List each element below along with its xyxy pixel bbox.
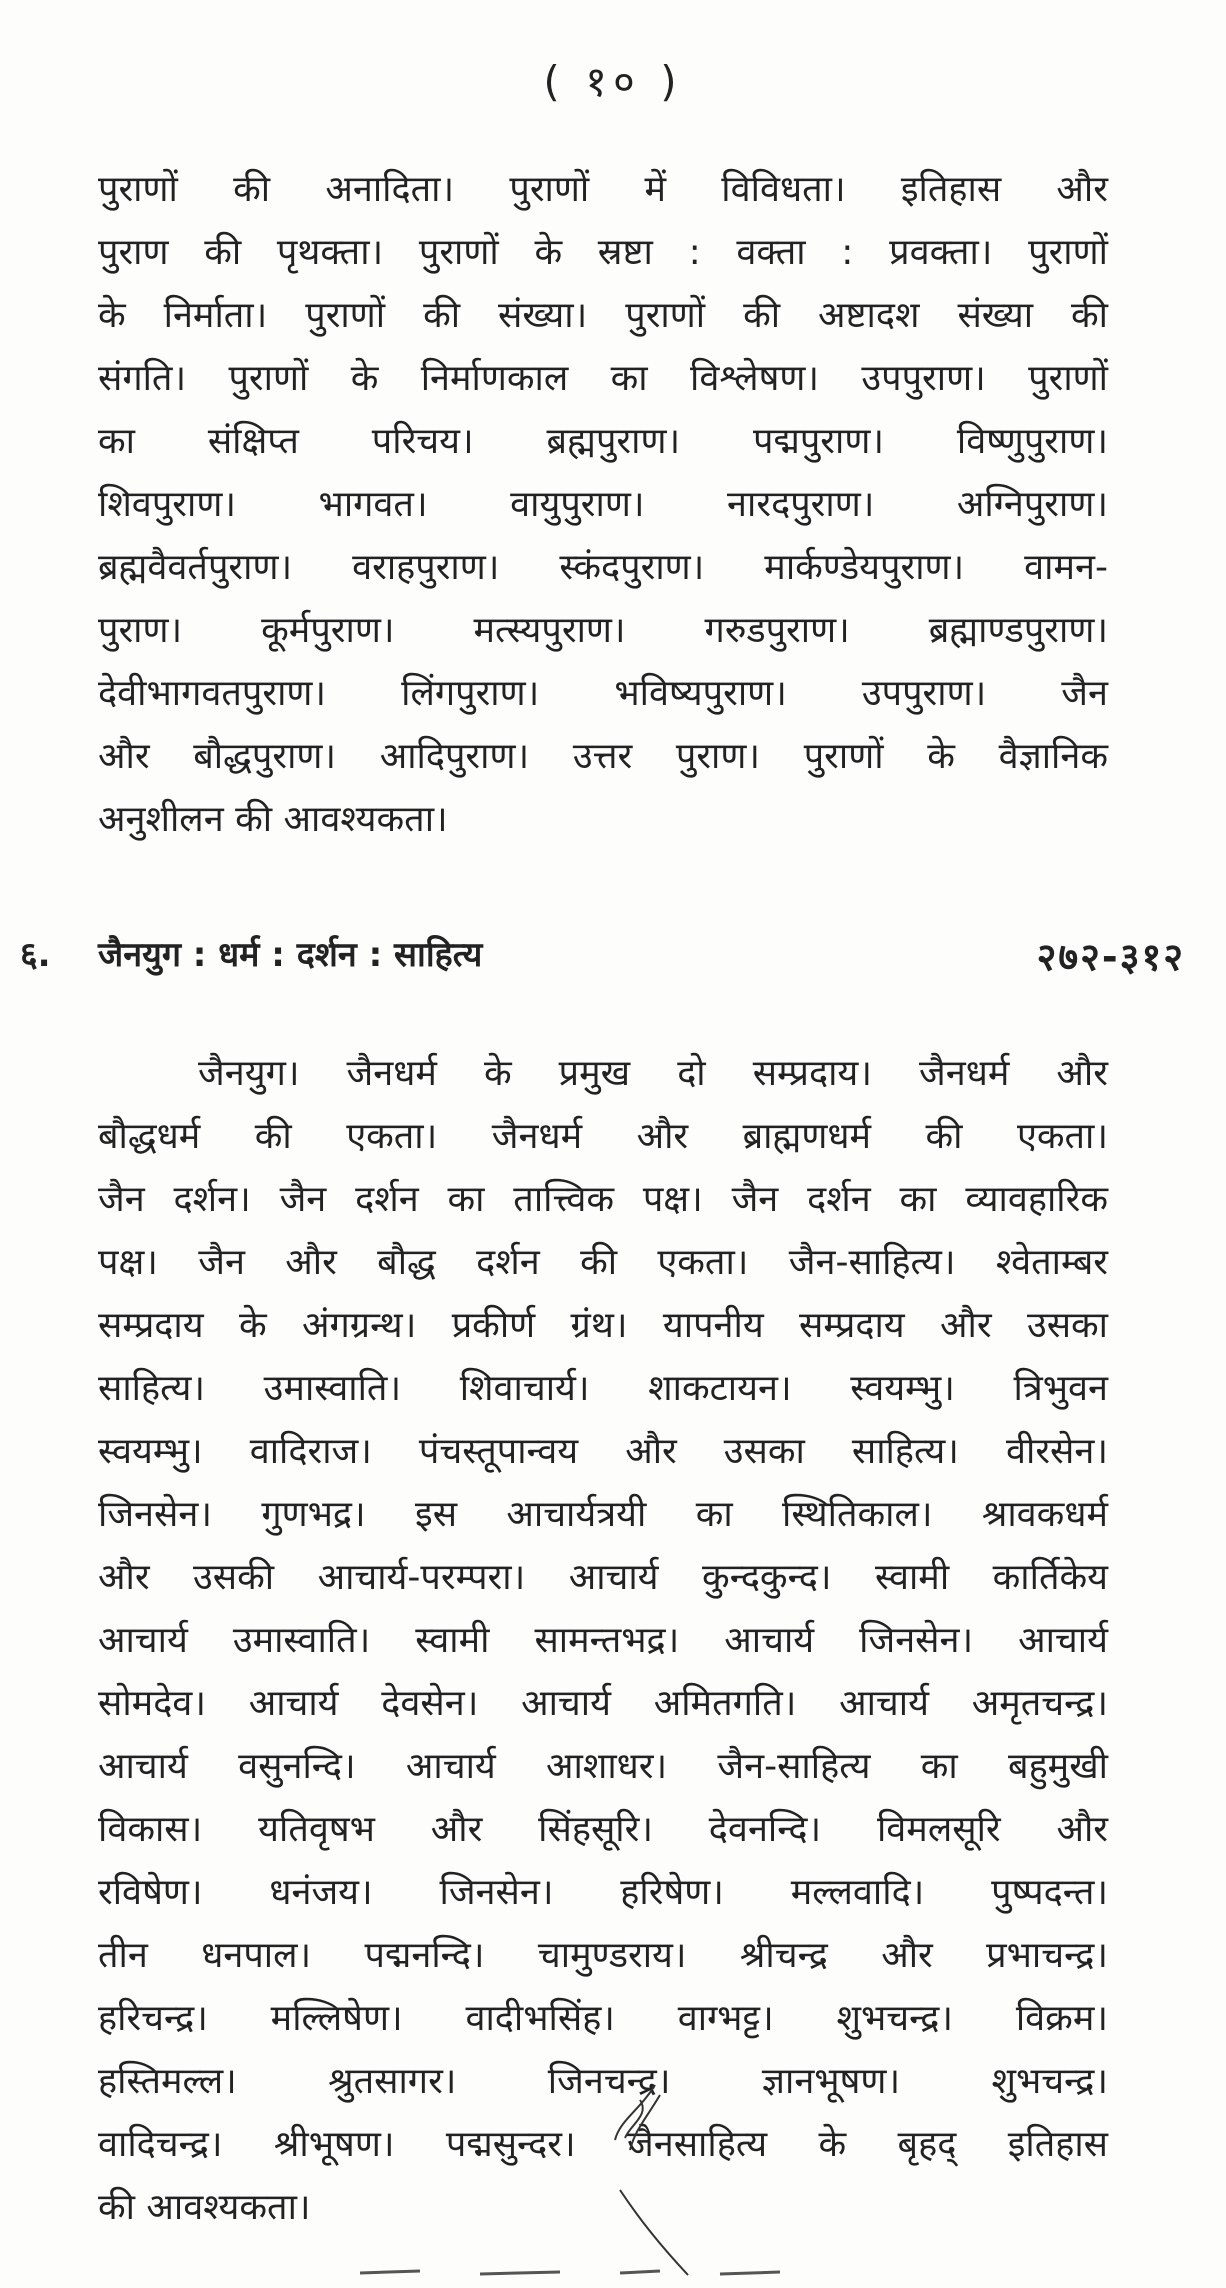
text-line: साहित्य। उमास्वाति। शिवाचार्य। शाकटायन। स्वयम्भु। त्रिभुवन xyxy=(98,1368,1108,1409)
text-line: अनुशीलन की आवश्यकता। xyxy=(98,799,448,840)
section-page-range: २७२-३१२ xyxy=(1036,935,1185,979)
text-line: पुराणों की अनादिता। पुराणों में विविधता। इतिहास और xyxy=(98,169,1108,210)
section-title: जैनयुग : धर्म : दर्शन : साहित्य xyxy=(98,935,483,975)
section-number: ६. xyxy=(20,935,51,975)
section-heading xyxy=(20,930,1185,990)
text-line: पुराण की पृथक्ता। पुराणों के स्रष्टा : वक्ता : प्रवक्ता। पुराणों xyxy=(98,232,1108,273)
text-line: ब्रह्मवैवर्तपुराण। वराहपुराण। स्कंदपुराण। मार्कण्डेयपुराण। वामन- xyxy=(98,547,1108,588)
text-line: हस्तिमल्ल। श्रुतसागर। जिनचन्द्र। ज्ञानभूषण। शुभचन्द्र। xyxy=(98,2061,1108,2102)
text-line: तीन धनपाल। पद्मनन्दि। चामुण्डराय। श्रीचन्द्र और प्रभाचन्द्र। xyxy=(98,1935,1108,1976)
pen-scribble-mark xyxy=(600,2080,710,2280)
text-line: देवीभागवतपुराण। लिंगपुराण। भविष्यपुराण। उपपुराण। जैन xyxy=(98,673,1108,714)
text-line: और बौद्धपुराण। आदिपुराण। उत्तर पुराण। पुराणों के वैज्ञानिक xyxy=(98,736,1108,777)
text-line: जैनयुग। जैनधर्म के प्रमुख दो सम्प्रदाय। जैनधर्म और xyxy=(198,1053,1108,1094)
text-line: सोमदेव। आचार्य देवसेन। आचार्य अमितगति। आचार्य अमृतचन्द्र। xyxy=(98,1683,1108,1724)
text-line: पुराण। कूर्मपुराण। मत्स्यपुराण। गरुडपुराण। ब्रह्माण्डपुराण। xyxy=(98,610,1108,651)
bottom-edge-mark xyxy=(360,2265,780,2279)
text-line: शिवपुराण। भागवत। वायुपुराण। नारदपुराण। अग्निपुराण। xyxy=(98,484,1108,525)
text-line: पक्ष। जैन और बौद्ध दर्शन की एकता। जैन-साहित्य। श्वेताम्बर xyxy=(98,1242,1108,1283)
jain-contents-paragraph xyxy=(98,1042,1108,2239)
puranas-contents-paragraph xyxy=(98,158,1108,851)
text-line: स्वयम्भु। वादिराज। पंचस्तूपान्वय और उसका साहित्य। वीरसेन। xyxy=(98,1431,1108,1472)
text-line: रविषेण। धनंजय। जिनसेन। हरिषेण। मल्लवादि। पुष्पदन्त। xyxy=(98,1872,1108,1913)
text-line: आचार्य उमास्वाति। स्वामी सामन्तभद्र। आचार्य जिनसेन। आचार्य xyxy=(98,1620,1108,1661)
text-line: के निर्माता। पुराणों की संख्या। पुराणों की अष्टादश संख्या की xyxy=(98,295,1108,336)
text-line: विकास। यतिवृषभ और सिंहसूरि। देवनन्दि। विमलसूरि और xyxy=(98,1809,1108,1850)
text-line: की आवश्यकता। xyxy=(98,2187,311,2228)
text-line: सम्प्रदाय के अंगग्रन्थ। प्रकीर्ण ग्रंथ। यापनीय सम्प्रदाय और उसका xyxy=(98,1305,1108,1346)
text-line: का संक्षिप्त परिचय। ब्रह्मपुराण। पद्मपुराण। विष्णुपुराण। xyxy=(98,421,1108,462)
text-line: जिनसेन। गुणभद्र। इस आचार्यत्रयी का स्थितिकाल। श्रावकधर्म xyxy=(98,1494,1108,1535)
text-line: हरिचन्द्र। मल्लिषेण। वादीभसिंह। वाग्भट्ट। शुभचन्द्र। विक्रम। xyxy=(98,1998,1108,2039)
text-line: संगति। पुराणों के निर्माणकाल का विश्लेषण। उपपुराण। पुराणों xyxy=(98,358,1108,399)
text-line: वादिचन्द्र। श्रीभूषण। पद्मसुन्दर। जैनसाहित्य के बृहद् इतिहास xyxy=(98,2124,1108,2165)
text-line: बौद्धधर्म की एकता। जैनधर्म और ब्राह्मणधर्म की एकता। xyxy=(98,1116,1108,1157)
page-number: ( १० ) xyxy=(543,57,683,106)
text-line: जैन दर्शन। जैन दर्शन का तात्त्विक पक्ष। जैन दर्शन का व्यावहारिक xyxy=(98,1179,1108,1220)
text-line: आचार्य वसुनन्दि। आचार्य आशाधर। जैन-साहित्य का बहुमुखी xyxy=(98,1746,1108,1787)
text-line: और उसकी आचार्य-परम्परा। आचार्य कुन्दकुन्द। स्वामी कार्तिकेय xyxy=(98,1557,1108,1598)
